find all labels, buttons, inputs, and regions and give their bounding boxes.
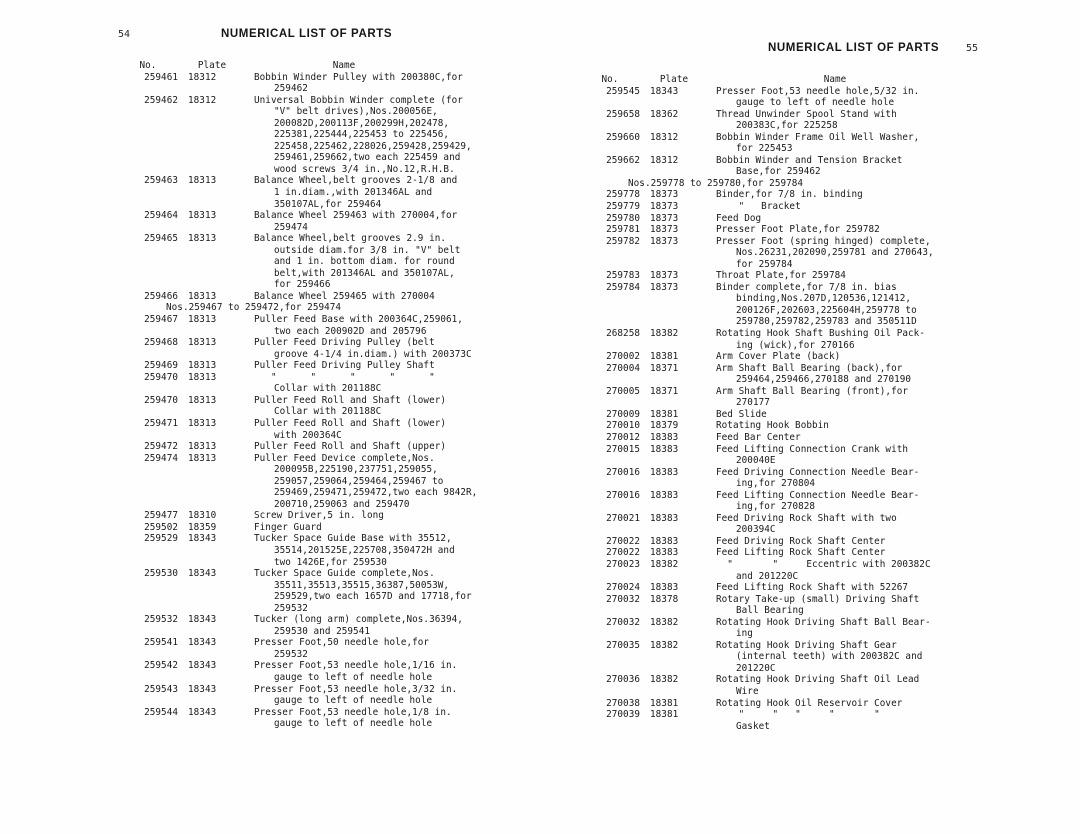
part-name: Puller Feed Roll and Shaft (lower) Collar with 201188C <box>244 395 500 418</box>
part-number: 270038 <box>606 697 640 709</box>
column-header-no: No. <box>601 74 619 85</box>
part-name-continuation: ing,for 270828 <box>736 501 816 513</box>
table-row <box>580 490 1020 513</box>
part-name: Screw Driver,5 in. long <box>254 510 384 522</box>
table-row <box>580 213 1020 225</box>
part-number: 259784 <box>606 281 640 293</box>
table-row <box>118 337 500 360</box>
part-name: Balance Wheel,belt grooves 2-1/8 and 1 in.diam.,with 201346AL and 350107AL,for 259464 <box>244 175 500 210</box>
part-name: Arm Shaft Ball Bearing (back),for 259464,259466,270188 and 270190 <box>706 363 1020 386</box>
plate-number: 18313 <box>188 314 217 326</box>
table-row <box>118 233 500 291</box>
table-row <box>580 559 1020 582</box>
part-name: Puller Feed Driving Pulley Shaft <box>254 360 435 372</box>
part-name: Presser Foot,53 needle hole,1/8 in. gauge to left of needle hole <box>244 707 500 730</box>
plate-number: 18313 <box>188 290 217 302</box>
plate-number: 18383 <box>650 547 679 559</box>
part-name-continuation: 259530 and 259541 <box>274 625 371 637</box>
plate-number: 18373 <box>650 270 679 282</box>
table-row <box>580 155 1020 178</box>
part-name-continuation: 201220C <box>736 662 776 674</box>
plate-number: 18313 <box>188 233 217 245</box>
plate-number: 18383 <box>650 489 679 501</box>
part-number: 259471 <box>144 417 178 429</box>
table-row <box>118 395 500 418</box>
part-number: 270035 <box>606 639 640 651</box>
parts-group-note: Nos.259778 to 259780,for 259784 <box>628 177 804 189</box>
plate-number: 18313 <box>188 337 217 349</box>
part-number: 259465 <box>144 233 178 245</box>
part-name: Tucker (long arm) complete,Nos.36394, 259530 and 259541 <box>244 614 500 637</box>
part-name-continuation: gauge to left of needle hole <box>736 97 895 109</box>
part-name-continuation: for 259784 <box>736 258 793 270</box>
plate-number: 18313 <box>188 394 217 406</box>
part-name: Balance Wheel,belt grooves 2.9 in. outside diam.for 3/8 in. "V" belt and 1 in. bottom diam. for round belt,with 201346AL and 350107AL, for 259466 <box>244 233 500 291</box>
part-number: 259783 <box>606 270 640 282</box>
part-name: Tucker Space Guide complete,Nos. 35511,35513,35515,36387,50053W, 259529,two each 1657D and 17718,for 259532 <box>244 568 500 614</box>
part-number: 259660 <box>606 131 640 143</box>
part-number: 259469 <box>144 360 178 372</box>
table-row <box>118 441 500 453</box>
part-name: Binder,for 7/8 in. binding <box>716 189 863 201</box>
part-name-continuation: gauge to left of needle hole <box>274 718 433 730</box>
table-row <box>580 201 1020 213</box>
part-name: " " " " " Gasket <box>706 709 1020 732</box>
part-name: Bobbin Winder Frame Oil Well Washer, for 225453 <box>706 132 1020 155</box>
part-name: Rotating Hook Bobbin <box>716 420 829 432</box>
part-name: Tucker Space Guide Base with 35512, 35514,201525E,225708,350472H and two 1426E,for 259530 <box>244 533 500 568</box>
part-name-continuation: wood screws 3/4 in.,No.12,R.H.B. <box>274 163 455 175</box>
part-name-continuation: Ball Bearing <box>736 605 804 617</box>
part-name: Feed Driving Connection Needle Bear- ing,for 270804 <box>706 467 1020 490</box>
part-name-continuation: and 1 in. bottom diam. for round <box>274 256 455 268</box>
part-number: 270002 <box>606 351 640 363</box>
column-headers-right <box>580 74 1020 86</box>
column-header-name: Name <box>823 74 847 85</box>
part-name-continuation: 200126F,202603,225604H,259778 to <box>736 304 917 316</box>
part-number: 259467 <box>144 314 178 326</box>
part-name: Thread Unwinder Spool Stand with 200383C,for 225258 <box>706 109 1020 132</box>
plate-number: 18313 <box>188 371 217 383</box>
part-name-continuation: ing (wick),for 270166 <box>736 339 855 351</box>
part-number: 270016 <box>606 489 640 501</box>
part-name-continuation: 259529,two each 1657D and 17718,for <box>274 591 472 603</box>
part-name: Rotating Hook Oil Reservoir Cover <box>716 697 903 709</box>
part-number: 270032 <box>606 616 640 628</box>
plate-number: 18371 <box>650 385 679 397</box>
part-name-continuation: Wire <box>736 685 759 697</box>
column-headers-left <box>118 60 500 72</box>
part-name-continuation: 200710,259063 and 259470 <box>274 498 410 510</box>
running-head-right <box>580 42 1020 64</box>
part-name-continuation: 259780,259782,259783 and 350511D <box>736 316 917 328</box>
part-name: Universal Bobbin Winder complete (for "V" belt drives),Nos.200056E, 200082D,200113F,200299H,202478, 225381,225444,225453 to 225456, 225458,225462,228026,259428,259429, 259461,259662,two each 225459 and wood screws 3/4 in.,No.12,R.H.B. <box>244 95 500 176</box>
part-number: 259470 <box>144 394 178 406</box>
part-name: Feed Lifting Connection Needle Bear- ing,for 270828 <box>706 490 1020 513</box>
part-name-continuation: 200095B,225190,237751,259055, <box>274 464 438 476</box>
table-row <box>118 637 500 660</box>
part-name: " " " " " Collar with 201188C <box>244 372 500 395</box>
table-row <box>118 372 500 395</box>
plate-number: 18359 <box>188 521 217 533</box>
part-number: 270016 <box>606 466 640 478</box>
part-name-continuation: ing,for 270804 <box>736 478 816 490</box>
part-number: 259470 <box>144 371 178 383</box>
part-number: 270032 <box>606 593 640 605</box>
part-number: 259532 <box>144 614 178 626</box>
part-number: 270021 <box>606 512 640 524</box>
table-row <box>118 210 500 233</box>
part-number: 259466 <box>144 290 178 302</box>
part-number: 270023 <box>606 558 640 570</box>
plate-number: 18381 <box>650 697 679 709</box>
table-row <box>580 236 1020 271</box>
part-name: Throat Plate,for 259784 <box>716 270 846 282</box>
plate-number: 18383 <box>650 431 679 443</box>
part-name-continuation: two 1426E,for 259530 <box>274 556 387 568</box>
running-head-title-left: NUMERICAL LIST OF PARTS <box>221 28 393 40</box>
plate-number: 18378 <box>650 593 679 605</box>
table-row <box>580 444 1020 467</box>
table-row <box>580 547 1020 559</box>
table-row <box>118 707 500 730</box>
table-row <box>580 674 1020 697</box>
part-name: Presser Foot,53 needle hole,5/32 in. gauge to left of needle hole <box>706 86 1020 109</box>
table-row <box>580 386 1020 409</box>
table-row <box>580 282 1020 328</box>
part-name: Arm Shaft Ball Bearing (front),for 270177 <box>706 386 1020 409</box>
table-row <box>118 95 500 176</box>
part-name-continuation: outside diam.for 3/8 in. "V" belt <box>274 244 461 256</box>
part-number: 259544 <box>144 706 178 718</box>
plate-number: 18312 <box>650 154 679 166</box>
table-row <box>580 109 1020 132</box>
part-number: 259541 <box>144 637 178 649</box>
table-row <box>580 409 1020 421</box>
part-name: " Bracket <box>716 201 801 213</box>
plate-number: 18343 <box>188 660 217 672</box>
table-row <box>118 72 500 95</box>
part-number: 259782 <box>606 235 640 247</box>
plate-number: 18373 <box>650 281 679 293</box>
table-row <box>118 614 500 637</box>
table-row <box>118 175 500 210</box>
part-number: 270009 <box>606 408 640 420</box>
table-row <box>580 698 1020 710</box>
table-row <box>580 328 1020 351</box>
table-row <box>580 132 1020 155</box>
part-name: Balance Wheel 259463 with 270004,for 259474 <box>244 210 500 233</box>
part-name: Rotating Hook Driving Shaft Ball Bear- ing <box>706 617 1020 640</box>
part-number: 270015 <box>606 443 640 455</box>
part-number: 259461 <box>144 71 178 83</box>
part-number: 259662 <box>606 154 640 166</box>
plate-number: 18383 <box>650 466 679 478</box>
part-name-continuation: 259532 <box>274 602 308 614</box>
part-name: Feed Lifting Rock Shaft Center <box>716 547 886 559</box>
page-number-left: 54 <box>118 29 131 40</box>
table-row <box>580 224 1020 236</box>
part-name-continuation: 350107AL,for 259464 <box>274 198 382 210</box>
plate-number: 18312 <box>188 71 217 83</box>
plate-number: 18310 <box>188 510 217 522</box>
part-name: Rotary Take-up (small) Driving Shaft Ball Bearing <box>706 594 1020 617</box>
plate-number: 18313 <box>188 452 217 464</box>
part-name: Presser Foot Plate,for 259782 <box>716 224 880 236</box>
part-name-continuation: 225458,225462,228026,259428,259429, <box>274 140 472 152</box>
part-number: 270005 <box>606 385 640 397</box>
table-row <box>580 640 1020 675</box>
part-number: 259530 <box>144 568 178 580</box>
running-head-left <box>118 28 500 50</box>
plate-number: 18313 <box>188 417 217 429</box>
part-name: Feed Lifting Rock Shaft with 52267 <box>716 582 909 594</box>
plate-number: 18313 <box>188 210 217 222</box>
part-number: 259781 <box>606 224 640 236</box>
part-name: Puller Feed Driving Pulley (belt groove 4-1/4 in.diam.) with 200373C <box>244 337 500 360</box>
table-row <box>580 189 1020 201</box>
part-name: Rotating Hook Driving Shaft Oil Lead Wire <box>706 674 1020 697</box>
table-row <box>580 582 1020 594</box>
plate-number: 18382 <box>650 616 679 628</box>
part-name: Bobbin Winder Pulley with 200380C,for 259462 <box>244 72 500 95</box>
part-name: Presser Foot,50 needle hole,for 259532 <box>244 637 500 660</box>
plate-number: 18371 <box>650 362 679 374</box>
plate-number: 18313 <box>188 175 217 187</box>
part-name: Binder complete,for 7/8 in. bias binding,Nos.207D,120536,121412, 200126F,202603,225604H,259778 to 259780,259782,259783 and 350511D <box>706 282 1020 328</box>
table-row <box>118 453 500 511</box>
part-name-continuation: gauge to left of needle hole <box>274 671 433 683</box>
part-name-continuation: 259474 <box>274 221 308 233</box>
part-name: Feed Driving Rock Shaft Center <box>716 535 886 547</box>
part-name-continuation: binding,Nos.207D,120536,121412, <box>736 293 912 305</box>
part-name-continuation: and 201220C <box>736 570 799 582</box>
plate-number: 18362 <box>650 108 679 120</box>
table-row <box>580 617 1020 640</box>
column-header-plate: Plate <box>197 60 227 71</box>
part-name-continuation: 35511,35513,35515,36387,50053W, <box>274 579 450 591</box>
part-name: Rotating Hook Shaft Bushing Oil Pack- ing (wick),for 270166 <box>706 328 1020 351</box>
plate-number: 18343 <box>188 706 217 718</box>
part-name: Rotating Hook Driving Shaft Gear (internal teeth) with 200382C and 201220C <box>706 640 1020 675</box>
table-row <box>580 432 1020 444</box>
table-row <box>118 360 500 372</box>
plate-number: 18383 <box>650 582 679 594</box>
column-header-no: No. <box>139 60 157 71</box>
table-row <box>580 709 1020 732</box>
table-row <box>580 467 1020 490</box>
part-name: Feed Bar Center <box>716 431 801 443</box>
part-name-continuation: groove 4-1/4 in.diam.) with 200373C <box>274 348 472 360</box>
part-name-continuation: 259462 <box>274 83 308 95</box>
page-number-right: 55 <box>965 43 978 54</box>
part-name-continuation: Gasket <box>736 720 770 732</box>
part-name-continuation: Nos.26231,202090,259781 and 270643, <box>736 247 934 259</box>
table-row <box>580 513 1020 536</box>
plate-number: 18373 <box>650 224 679 236</box>
column-header-plate: Plate <box>659 74 689 85</box>
part-name-continuation: 259461,259662,two each 225459 and <box>274 152 461 164</box>
part-name-continuation: 1 in.diam.,with 201346AL and <box>274 187 433 199</box>
part-name-continuation: Base,for 259462 <box>736 166 821 178</box>
plate-number: 18343 <box>650 85 679 97</box>
part-name-continuation: 259464,259466,270188 and 270190 <box>736 374 912 386</box>
part-number: 270004 <box>606 362 640 374</box>
part-name-continuation: 259532 <box>274 648 308 660</box>
table-row <box>118 418 500 441</box>
part-number: 268258 <box>606 328 640 340</box>
table-row <box>118 533 500 568</box>
parts-table-left <box>118 60 500 730</box>
part-number: 259462 <box>144 94 178 106</box>
part-number: 259778 <box>606 189 640 201</box>
part-name: Puller Feed Base with 200364C,259061, two each 200902D and 205796 <box>244 314 500 337</box>
part-number: 270039 <box>606 709 640 721</box>
plate-number: 18313 <box>188 360 217 372</box>
plate-number: 18379 <box>650 420 679 432</box>
part-name-continuation: Collar with 201188C <box>274 383 382 395</box>
table-row <box>580 86 1020 109</box>
part-number: 270022 <box>606 535 640 547</box>
part-name-continuation: with 200364C <box>274 429 342 441</box>
part-number: 259779 <box>606 201 640 213</box>
part-name: Arm Cover Plate (back) <box>716 351 841 363</box>
plate-number: 18313 <box>188 441 217 453</box>
plate-number: 18373 <box>650 235 679 247</box>
part-number: 259780 <box>606 212 640 224</box>
part-name: Feed Driving Rock Shaft with two 200394C <box>706 513 1020 536</box>
part-name-continuation: two each 200902D and 205796 <box>274 325 427 337</box>
part-name: Balance Wheel 259465 with 270004 <box>254 290 435 302</box>
part-name-continuation: 200394C <box>736 524 776 536</box>
part-name: Feed Dog <box>716 212 762 224</box>
table-row <box>580 363 1020 386</box>
part-number: 259543 <box>144 683 178 695</box>
part-number: 259545 <box>606 85 640 97</box>
part-name-continuation: Collar with 201188C <box>274 406 382 418</box>
part-number: 270010 <box>606 420 640 432</box>
part-name-continuation: 200383C,for 225258 <box>736 120 838 132</box>
plate-number: 18373 <box>650 201 679 213</box>
part-number: 259658 <box>606 108 640 120</box>
table-row <box>118 314 500 337</box>
part-number: 259502 <box>144 521 178 533</box>
plate-number: 18382 <box>650 639 679 651</box>
part-name-continuation: ing <box>736 628 753 640</box>
table-row <box>118 522 500 534</box>
table-row <box>118 510 500 522</box>
part-name: Presser Foot (spring hinged) complete, Nos.26231,202090,259781 and 270643, for 259784 <box>706 236 1020 271</box>
part-name-continuation: 259057,259064,259464,259467 to <box>274 475 444 487</box>
part-name: " " Eccentric with 200382C and 201220C <box>706 559 1020 582</box>
table-row <box>118 660 500 683</box>
part-number: 259474 <box>144 452 178 464</box>
part-name-continuation: 270177 <box>736 397 770 409</box>
parts-group-note: Nos.259467 to 259472,for 259474 <box>166 302 342 314</box>
plate-number: 18343 <box>188 568 217 580</box>
plate-number: 18373 <box>650 189 679 201</box>
plate-number: 18382 <box>650 328 679 340</box>
plate-number: 18343 <box>188 614 217 626</box>
parts-table-right <box>580 74 1020 732</box>
part-number: 259472 <box>144 441 178 453</box>
part-number: 270036 <box>606 674 640 686</box>
table-row <box>580 536 1020 548</box>
plate-number: 18381 <box>650 408 679 420</box>
part-name-continuation: 225381,225444,225453 to 225456, <box>274 129 450 141</box>
table-row <box>580 270 1020 282</box>
part-name-continuation: belt,with 201346AL and 350107AL, <box>274 267 455 279</box>
plate-number: 18382 <box>650 674 679 686</box>
part-number: 259477 <box>144 510 178 522</box>
table-row <box>580 420 1020 432</box>
table-row <box>118 568 500 614</box>
plate-number: 18373 <box>650 212 679 224</box>
plate-number: 18312 <box>650 131 679 143</box>
page-right <box>540 0 1080 834</box>
part-name: Presser Foot,53 needle hole,3/32 in. gauge to left of needle hole <box>244 684 500 707</box>
plate-number: 18383 <box>650 443 679 455</box>
part-name: Puller Feed Device complete,Nos. 200095B,225190,237751,259055, 259057,259064,259464,259467 to 259469,259471,259472,two each 9842R, 200710,259063 and 259470 <box>244 453 500 511</box>
parts-rows-left <box>118 72 500 730</box>
part-number: 270022 <box>606 547 640 559</box>
part-name: Finger Guard <box>254 521 322 533</box>
part-name-continuation: for 259466 <box>274 279 331 291</box>
table-row <box>580 594 1020 617</box>
part-number: 259529 <box>144 533 178 545</box>
plate-number: 18383 <box>650 535 679 547</box>
part-number: 259542 <box>144 660 178 672</box>
part-number: 270012 <box>606 431 640 443</box>
part-name-continuation: gauge to left of needle hole <box>274 695 433 707</box>
plate-number: 18343 <box>188 533 217 545</box>
part-number: 259468 <box>144 337 178 349</box>
plate-number: 18381 <box>650 351 679 363</box>
part-name: Presser Foot,53 needle hole,1/16 in. gauge to left of needle hole <box>244 660 500 683</box>
table-row <box>118 291 500 303</box>
part-number: 259464 <box>144 210 178 222</box>
plate-number: 18381 <box>650 709 679 721</box>
running-head-title-right: NUMERICAL LIST OF PARTS <box>768 42 940 54</box>
plate-number: 18383 <box>650 512 679 524</box>
part-name-continuation: 259469,259471,259472,two each 9842R, <box>274 487 478 499</box>
part-number: 270024 <box>606 582 640 594</box>
column-header-name: Name <box>332 60 356 71</box>
part-name-continuation: 200082D,200113F,200299H,202478, <box>274 117 450 129</box>
table-row <box>580 351 1020 363</box>
parts-rows-right <box>580 86 1020 733</box>
plate-number: 18382 <box>650 558 679 570</box>
part-number: 259463 <box>144 175 178 187</box>
part-name-continuation: 35514,201525E,225708,350472H and <box>274 544 455 556</box>
plate-number: 18312 <box>188 94 217 106</box>
part-name-continuation: for 225453 <box>736 143 793 155</box>
part-name: Feed Lifting Connection Crank with 200040E <box>706 444 1020 467</box>
part-name: Bed Slide <box>716 408 767 420</box>
part-name: Puller Feed Roll and Shaft (upper) <box>254 441 447 453</box>
part-name-continuation: (internal teeth) with 200382C and <box>736 651 923 663</box>
plate-number: 18343 <box>188 683 217 695</box>
part-name: Puller Feed Roll and Shaft (lower) with 200364C <box>244 418 500 441</box>
part-name-continuation: "V" belt drives),Nos.200056E, <box>274 106 438 118</box>
part-name: Bobbin Winder and Tension Bracket Base,for 259462 <box>706 155 1020 178</box>
part-name-continuation: 200040E <box>736 455 776 467</box>
table-row <box>118 684 500 707</box>
plate-number: 18343 <box>188 637 217 649</box>
